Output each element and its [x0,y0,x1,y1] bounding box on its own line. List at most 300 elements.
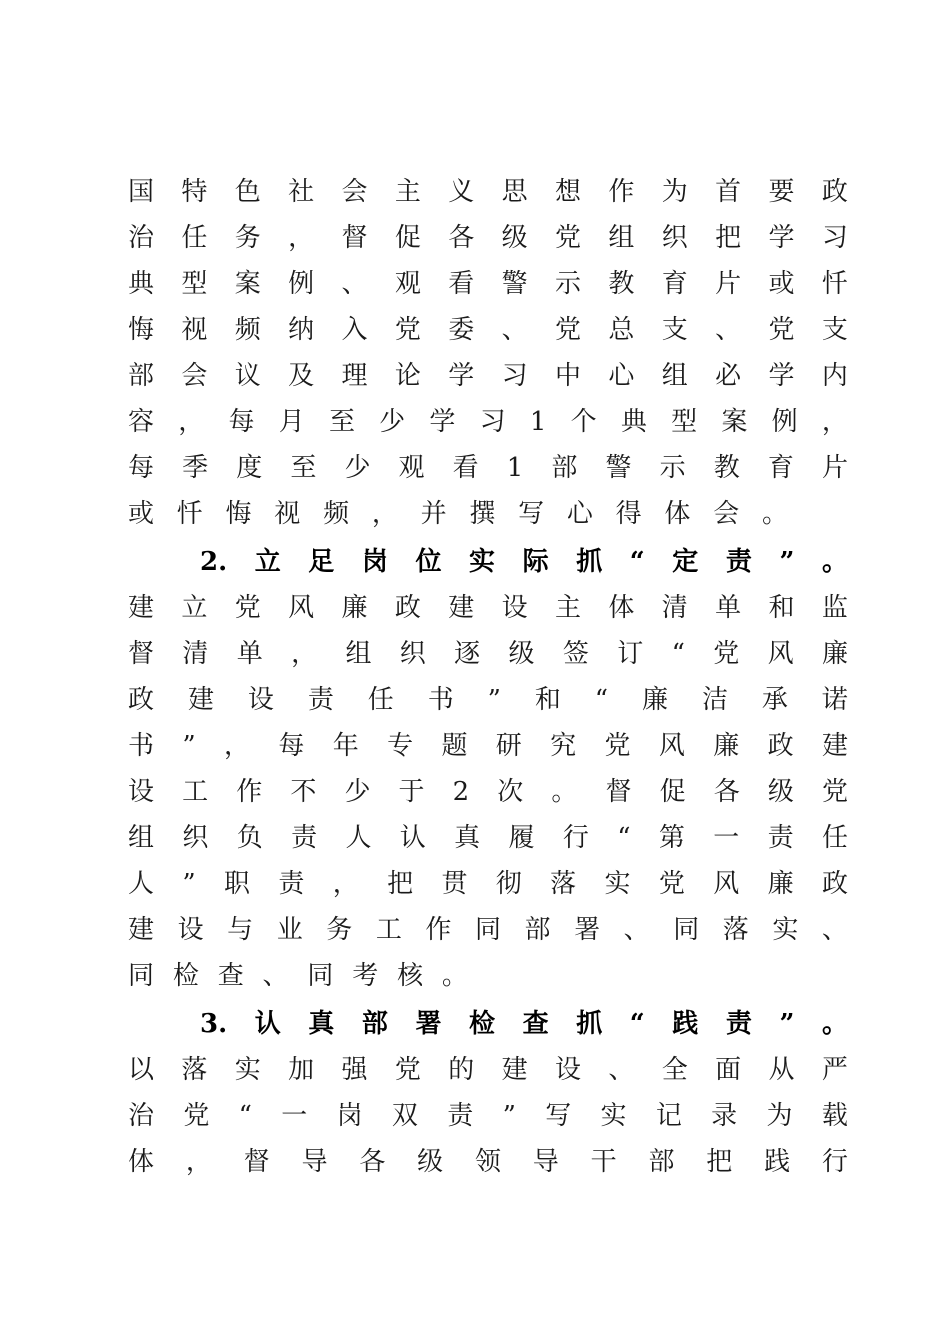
glyph: 典 [620,407,647,437]
glyph: 督 [341,223,368,253]
glyph: 型 [671,407,698,437]
glyph: 订 [617,639,644,669]
glyph: 全 [661,1055,688,1085]
glyph: 每 [228,407,255,437]
glyph: 研 [495,731,522,761]
glyph: 行 [562,823,589,853]
glyph: 不 [290,777,317,807]
glyph: 岗 [361,547,388,577]
glyph: 政 [821,177,848,207]
glyph: ， [185,1147,212,1177]
glyph: 示 [555,269,582,299]
glyph: 年 [332,731,359,761]
glyph: “ [594,685,609,715]
glyph: 政 [821,869,848,899]
glyph: 、 [608,1055,635,1085]
glyph: 忏 [176,499,203,529]
glyph: 建 [501,1055,528,1085]
glyph: 思 [501,177,528,207]
text-line [128,678,848,722]
glyph: ， [291,639,318,669]
glyph: 把 [715,223,742,253]
glyph: 廉 [642,685,669,715]
glyph: 教 [608,269,635,299]
glyph: 人 [128,869,155,899]
glyph: 单 [236,639,263,669]
glyph: 视 [274,499,301,529]
glyph: 及 [288,361,315,391]
glyph: “ [617,823,631,853]
glyph: 色 [234,177,261,207]
glyph: 和 [768,593,795,623]
glyph: 一 [713,823,740,853]
glyph: 理 [341,361,368,391]
glyph: 风 [658,731,685,761]
glyph: 廉 [341,593,368,623]
glyph: 或 [128,499,155,529]
glyph: 习 [821,223,848,253]
glyph: 认 [399,823,426,853]
glyph: 1 [529,407,547,437]
glyph: 每 [128,453,155,483]
glyph: 育 [661,269,688,299]
text-line [128,908,848,952]
glyph: 体 [664,499,691,529]
glyph: 同 [673,915,700,945]
glyph: 设 [555,1055,582,1085]
glyph: 型 [181,269,208,299]
glyph: ” [487,685,501,715]
glyph: 位 [415,547,442,577]
glyph: 支 [661,315,688,345]
glyph: 署 [574,915,601,945]
glyph: 部 [551,453,578,483]
glyph: 党 [713,639,740,669]
glyph: 警 [605,453,632,483]
glyph: 入 [341,315,368,345]
glyph: 题 [441,731,468,761]
glyph: 双 [391,1101,418,1131]
glyph: 。 [821,1009,848,1039]
glyph: 主 [555,593,582,623]
glyph: 为 [766,1101,793,1131]
glyph: 例 [288,269,315,299]
glyph: 织 [399,639,426,669]
glyph: 至 [328,407,355,437]
glyph: 心 [566,499,593,529]
glyph: 领 [474,1147,501,1177]
glyph: 、 [623,915,650,945]
glyph: 检 [469,1009,496,1039]
glyph: 政 [394,593,421,623]
glyph: 任 [367,685,394,715]
glyph: 负 [236,823,263,853]
glyph: 廉 [821,639,848,669]
glyph: 级 [501,223,528,253]
glyph: 2 [452,777,470,807]
text-line [128,954,468,998]
glyph: 廉 [713,731,740,761]
glyph: 组 [345,639,372,669]
glyph: 、 [715,315,742,345]
glyph: 责 [447,1101,474,1131]
glyph: “ [629,547,645,577]
glyph: 频 [234,315,261,345]
glyph: 忏 [821,269,848,299]
glyph: 督 [243,1147,270,1177]
glyph: 政 [767,731,794,761]
glyph: 风 [288,593,315,623]
glyph: “ [238,1101,252,1131]
glyph: 容 [128,407,155,437]
glyph: 个 [570,407,597,437]
glyph: ” [779,1009,795,1039]
glyph: 学 [768,361,795,391]
glyph: 各 [713,777,740,807]
glyph: 纳 [288,315,315,345]
text-line [128,816,848,860]
glyph: 务 [326,915,353,945]
glyph: 部 [648,1147,675,1177]
glyph: 视 [181,315,208,345]
glyph: 。 [821,547,848,577]
glyph: 加 [288,1055,315,1085]
glyph: 工 [375,915,402,945]
glyph: ， [371,499,398,529]
text-line [128,862,848,906]
glyph: 要 [768,177,795,207]
glyph: 心 [608,361,635,391]
glyph: 体 [128,1147,155,1177]
glyph: 织 [661,223,688,253]
glyph: 实 [600,1101,627,1131]
glyph: ” [502,1101,516,1131]
glyph: 立 [181,593,208,623]
glyph: 建 [128,915,155,945]
glyph: 论 [394,361,421,391]
glyph: 面 [715,1055,742,1085]
glyph: 观 [394,269,421,299]
glyph: 会 [181,361,208,391]
glyph: 导 [532,1147,559,1177]
glyph: ” [779,547,795,577]
text-line [128,354,848,398]
text-line [128,170,848,214]
text-line [128,632,848,676]
glyph: 立 [254,547,281,577]
glyph: 教 [713,453,740,483]
glyph: 各 [448,223,475,253]
glyph: 责 [307,685,334,715]
glyph: 。 [551,777,578,807]
glyph: 学 [448,361,475,391]
glyph: 逐 [454,639,481,669]
glyph: 作 [425,915,452,945]
glyph: 级 [417,1147,444,1177]
glyph: 业 [276,915,303,945]
glyph: 履 [508,823,535,853]
glyph: 任 [821,823,848,853]
glyph: 1 [506,453,524,483]
glyph: 政 [128,685,155,715]
glyph: 从 [768,1055,795,1085]
glyph: 治 [128,1101,155,1131]
glyph: 落 [181,1055,208,1085]
glyph: 习 [501,361,528,391]
glyph: 部 [524,915,551,945]
glyph: 级 [508,639,535,669]
glyph: 人 [345,823,372,853]
glyph: 频 [323,499,350,529]
glyph: 义 [448,177,475,207]
glyph: 清 [661,593,688,623]
glyph: 查 [217,961,244,991]
glyph: 、 [821,915,848,945]
glyph: 落 [722,915,749,945]
glyph: 党 [555,223,582,253]
glyph: 学 [768,223,795,253]
glyph: 真 [308,1009,335,1039]
glyph: 。 [441,961,468,991]
glyph: 设 [501,593,528,623]
glyph: 风 [767,639,794,669]
glyph: 写 [545,1101,572,1131]
glyph: 少 [344,777,371,807]
text-line [128,446,848,490]
glyph: 究 [550,731,577,761]
glyph: 案 [234,269,261,299]
text-line [128,770,848,814]
glyph: 促 [659,777,686,807]
text-line [128,1140,848,1184]
glyph: 查 [522,1009,549,1039]
glyph: 写 [518,499,545,529]
glyph: 季 [182,453,209,483]
glyph: 真 [454,823,481,853]
glyph: 示 [659,453,686,483]
glyph: 和 [534,685,561,715]
glyph: “ [629,1009,645,1039]
glyph: 观 [398,453,425,483]
glyph: 作 [236,777,263,807]
glyph: 得 [615,499,642,529]
glyph: ， [821,407,848,437]
glyph: 警 [501,269,528,299]
glyph: 设 [247,685,274,715]
text-line [128,1048,848,1092]
glyph: 中 [555,361,582,391]
glyph: 组 [608,223,635,253]
glyph: 责 [291,823,318,853]
glyph: 悔 [225,499,252,529]
glyph: 签 [562,639,589,669]
glyph: 治 [128,223,155,253]
text-line [128,262,848,306]
glyph: 看 [452,453,479,483]
glyph: 度 [236,453,263,483]
glyph: 督 [605,777,632,807]
glyph: 会 [341,177,368,207]
text-line [128,400,848,444]
glyph: 督 [128,639,155,669]
glyph: 各 [359,1147,386,1177]
glyph: 把 [387,869,414,899]
glyph: ， [178,407,205,437]
glyph: 干 [590,1147,617,1177]
glyph: 洁 [701,685,728,715]
glyph: 载 [821,1101,848,1131]
glyph: 责 [278,869,305,899]
glyph: 必 [715,361,742,391]
glyph: 少 [344,453,371,483]
glyph: 单 [715,593,742,623]
glyph: 悔 [128,315,155,345]
glyph: 例 [771,407,798,437]
glyph: 建 [187,685,214,715]
glyph: 责 [725,1009,752,1039]
glyph: 议 [234,361,261,391]
glyph: 党 [234,593,261,623]
glyph: 、 [262,961,289,991]
glyph: 国 [128,177,155,207]
glyph: 党 [768,315,795,345]
glyph: 撰 [469,499,496,529]
glyph: 2. [200,547,228,577]
glyph: 践 [672,1009,699,1039]
glyph: 委 [448,315,475,345]
glyph: 育 [767,453,794,483]
glyph: 诺 [821,685,848,715]
glyph: 践 [764,1147,791,1177]
glyph: 考 [352,961,379,991]
glyph: 的 [448,1055,475,1085]
glyph: 落 [550,869,577,899]
glyph: 支 [821,315,848,345]
glyph: 同 [307,961,334,991]
glyph: 作 [608,177,635,207]
glyph: 于 [398,777,425,807]
glyph: 月 [278,407,305,437]
glyph: 级 [767,777,794,807]
glyph: 党 [394,1055,421,1085]
glyph: 认 [254,1009,281,1039]
glyph: 以 [128,1055,155,1085]
glyph: 片 [821,453,848,483]
glyph: 、 [501,315,528,345]
glyph: 责 [725,547,752,577]
glyph: 际 [522,547,549,577]
glyph: “ [671,639,685,669]
glyph: ” [182,731,196,761]
glyph: 体 [608,593,635,623]
glyph: 录 [711,1101,738,1131]
glyph: 彻 [495,869,522,899]
glyph: 部 [128,361,155,391]
glyph: 总 [608,315,635,345]
glyph: 次 [497,777,524,807]
glyph: 看 [448,269,475,299]
glyph: 职 [224,869,251,899]
glyph: 党 [183,1101,210,1131]
glyph: 把 [706,1147,733,1177]
glyph: 织 [182,823,209,853]
glyph: 署 [415,1009,442,1039]
glyph: 同 [128,961,155,991]
glyph: 或 [768,269,795,299]
glyph: 书 [128,731,155,761]
glyph: 第 [658,823,685,853]
section-heading [200,1002,848,1046]
glyph: 清 [182,639,209,669]
glyph: 部 [361,1009,388,1039]
glyph: 至 [290,453,317,483]
glyph: 强 [341,1055,368,1085]
glyph: 风 [713,869,740,899]
glyph: 、 [341,269,368,299]
glyph: 实 [772,915,799,945]
glyph: ， [288,223,315,253]
glyph: 党 [394,315,421,345]
glyph: 。 [761,499,788,529]
glyph: 抓 [576,1009,603,1039]
glyph: ， [224,731,251,761]
glyph: 与 [227,915,254,945]
glyph: 设 [128,777,155,807]
glyph: 主 [394,177,421,207]
glyph: 同 [474,915,501,945]
glyph: 建 [821,731,848,761]
glyph: 书 [427,685,454,715]
glyph: ， [332,869,359,899]
glyph: 实 [604,869,631,899]
text-line [128,216,848,260]
glyph: 设 [177,915,204,945]
text-line [128,724,848,768]
glyph: 党 [604,731,631,761]
glyph: 学 [429,407,456,437]
glyph: 3. [200,1009,228,1039]
text-line [128,492,788,536]
glyph: 建 [448,593,475,623]
glyph: 实 [234,1055,261,1085]
glyph: ” [182,869,196,899]
glyph: 一 [281,1101,308,1131]
glyph: 工 [182,777,209,807]
glyph: 记 [655,1101,682,1131]
glyph: 行 [821,1147,848,1177]
glyph: 案 [721,407,748,437]
glyph: 贯 [441,869,468,899]
glyph: 少 [379,407,406,437]
glyph: 监 [821,593,848,623]
glyph: 实 [469,547,496,577]
glyph: 专 [387,731,414,761]
glyph: 抓 [576,547,603,577]
text-line [128,1094,848,1138]
glyph: 组 [661,361,688,391]
glyph: 严 [821,1055,848,1085]
glyph: 导 [301,1147,328,1177]
glyph: 党 [658,869,685,899]
text-line [128,586,848,630]
glyph: 社 [288,177,315,207]
glyph: 务 [234,223,261,253]
glyph: 定 [672,547,699,577]
glyph: 促 [394,223,421,253]
glyph: 会 [713,499,740,529]
glyph: 任 [181,223,208,253]
glyph: 责 [767,823,794,853]
